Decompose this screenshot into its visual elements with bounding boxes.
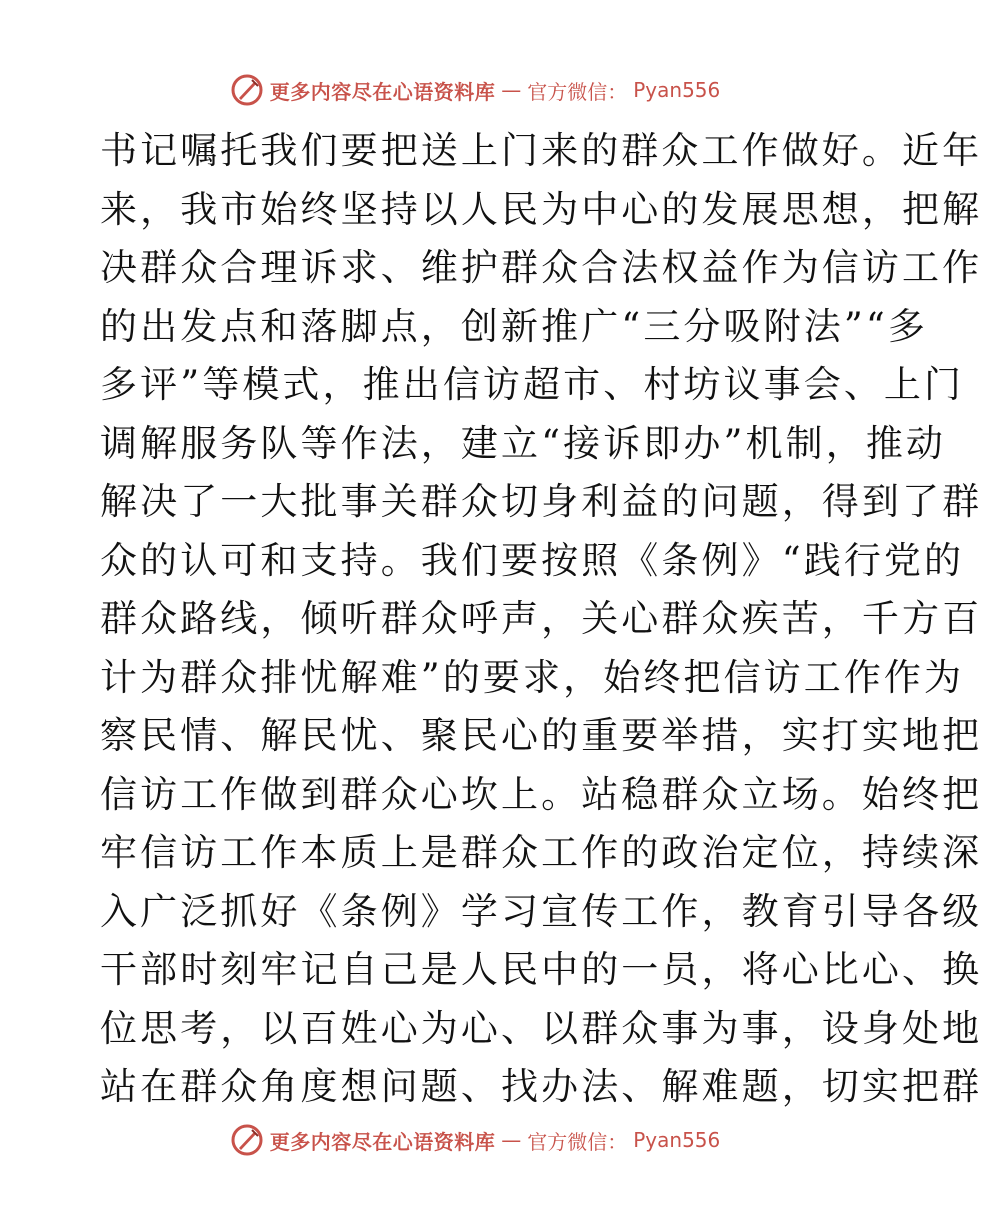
watermark-separator: — — [501, 1128, 522, 1152]
body-text-line: 干部时刻牢记自己是人民中的一员，将心比心、换 — [100, 948, 982, 991]
watermark-wechat-id: Pyan556 — [633, 78, 721, 102]
watermark-wechat-label: 官方微信： — [527, 79, 628, 104]
header-watermark — [0, 70, 950, 110]
quill-seal-icon — [230, 1123, 264, 1157]
body-text-line: 众的认可和支持。我们要按照《条例》“践行党的 — [100, 538, 965, 582]
body-text-line: 解决了一大批事关群众切身利益的问题，得到了群 — [100, 480, 982, 523]
body-text-line: 信访工作做到群众心坎上。站稳群众立场。始终把 — [100, 772, 982, 816]
footer-watermark — [0, 1120, 950, 1160]
quill-seal-icon — [230, 73, 264, 107]
body-text-line: 多评”等模式，推出信访超市、村坊议事会、上门 — [100, 363, 965, 406]
body-text-line: 的出发点和落脚点，创新推广“三分吸附法”“多 — [100, 304, 928, 348]
body-text-line: 决群众合理诉求、维护群众合法权益作为信访工作 — [100, 246, 982, 289]
watermark-brand: 更多内容尽在心语资料库 — [269, 79, 496, 104]
body-text-line: 书记嘱托我们要把送上门来的群众工作做好。近年 — [100, 129, 982, 172]
body-text-line: 站在群众角度想问题、找办法、解难题，切实把群 — [100, 1065, 982, 1108]
body-text-line: 牢信访工作本质上是群众工作的政治定位，持续深 — [100, 831, 982, 874]
watermark-wechat-id: Pyan556 — [633, 1128, 721, 1152]
body-text-line: 位思考，以百姓心为心、以群众事为事，设身处地 — [100, 1006, 982, 1050]
body-text-line: 计为群众排忧解难”的要求，始终把信访工作作为 — [100, 655, 965, 699]
body-text-line: 来，我市始终坚持以人民为中心的发展思想，把解 — [100, 187, 982, 231]
watermark-wechat-label: 官方微信： — [527, 1129, 628, 1154]
body-text-line: 群众路线，倾听群众呼声，关心群众疾苦，千方百 — [100, 597, 982, 640]
document-body — [100, 122, 982, 1117]
watermark-separator: — — [501, 78, 522, 102]
body-text-line: 入广泛抓好《条例》学习宣传工作，教育引导各级 — [100, 889, 982, 933]
body-text-line: 调解服务队等作法，建立“接诉即办”机制，推动 — [100, 421, 947, 465]
watermark-brand: 更多内容尽在心语资料库 — [269, 1129, 496, 1154]
body-text-line: 察民情、解民忧、聚民心的重要举措，实打实地把 — [100, 714, 982, 757]
